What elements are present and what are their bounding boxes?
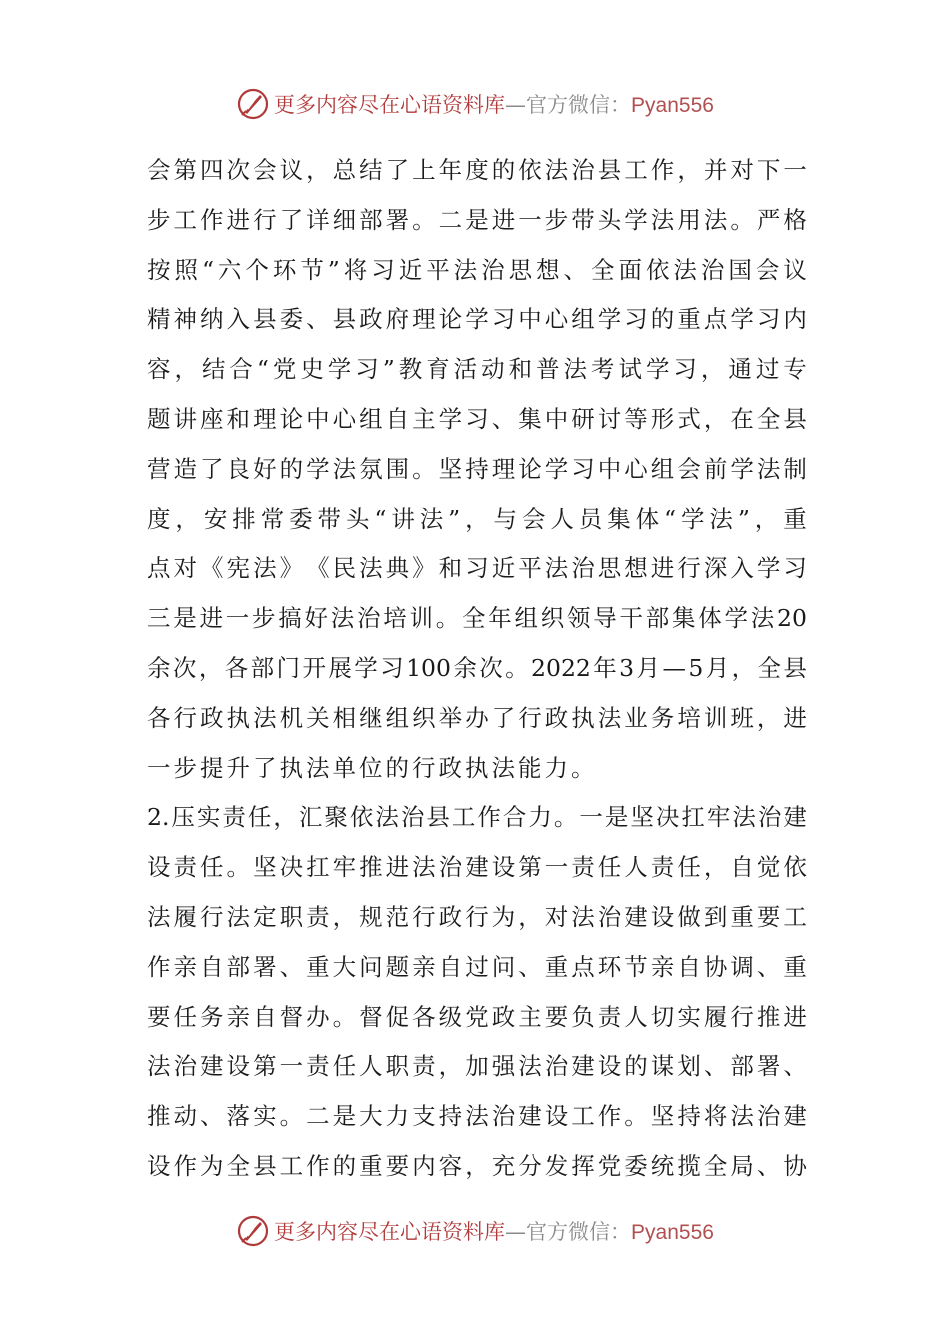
body-line-15: 设 责 任 。 坚 决 扛 牢 推 进 法 治 建 设 第 一 责 任 人 责 任 ， 自 觉 依 (147, 853, 807, 882)
body-line-19: 法 治 建 设 第 一 责 任 人 职 责 ， 加 强 法 治 建 设 的 谋 划 、 部 署 、 (147, 1052, 807, 1081)
header-brand: 更多内容尽在心语资料库 (274, 93, 506, 117)
header-separator: — (505, 93, 527, 117)
footer-label: 官方微信： (526, 1220, 632, 1244)
body-line-18: 要 任 务 亲 自 督 办 。 督 促 各 级 党 政 主 要 负 责 人 切 实 履 行 推 进 (147, 1002, 807, 1031)
footer-banner (0, 1211, 950, 1251)
body-line-17: 作 亲 自 部 署 、 重 大 问 题 亲 自 过 问 、 重 点 环 节 亲 自 协 调 、 重 (147, 952, 807, 981)
header-text (274, 89, 714, 119)
header-label: 官方微信： (526, 93, 632, 117)
body-line-7: 营 造 了 良 好 的 学 法 氛 围 。 坚 持 理 论 学 习 中 心 组 会 前 学 法 制 (147, 454, 807, 483)
footer-brand: 更多内容尽在心语资料库 (274, 1220, 506, 1244)
feather-pen-logo-icon (236, 87, 270, 121)
body-line-1: 会 第 四 次 会 议 ， 总 结 了 上 年 度 的 依 法 治 县 工 作 ， 并 对 下 一 (147, 156, 807, 184)
feather-pen-logo-icon (236, 1214, 270, 1248)
body-line-8: 度 ， 安 排 常 委 带 头 “ 讲 法 ” ， 与 会 人 员 集 体 “ 学 法 ” ， 重 (147, 504, 807, 533)
body-line-3: 按 照 “ 六 个 环 节 ” 将 习 近 平 法 治 思 想 、 全 面 依 法 治 国 会 议 (147, 255, 807, 284)
body-line-11: 余 次 ， 各 部 门 开 展 学 习 100 余 次 。 2022 年 3 月 — 5 月 ， 全 县 (147, 653, 807, 682)
footer-separator: — (505, 1220, 527, 1244)
document-body (147, 146, 807, 1192)
body-line-6: 题 讲 座 和 理 论 中 心 组 自 主 学 习 、 集 中 研 讨 等 形 式 ， 在 全 县 (147, 404, 807, 433)
body-line-13: 一步提升了执法单位的行政执法能力。 (147, 753, 598, 782)
body-line-21: 设 作 为 全 县 工 作 的 重 要 内 容 ， 充 分 发 挥 党 委 统 揽 全 局 、 协 (147, 1151, 807, 1180)
footer-text (274, 1216, 714, 1246)
body-line-5: 容 ， 结 合 “ 党 史 学 习 ” 教 育 活 动 和 普 法 考 试 学 习 ， 通 过 专 (147, 355, 807, 384)
header-banner (0, 84, 950, 124)
body-line-2: 步 工 作 进 行 了 详 细 部 署 。 二 是 进 一 步 带 头 学 法 用 法 。 严 格 (147, 205, 807, 234)
body-line-12: 各 行 政 执 法 机 关 相 继 组 织 举 办 了 行 政 执 法 业 务 培 训 班 ， 进 (147, 703, 807, 732)
body-line-14: 2. 压 实 责 任 ， 汇 聚 依 法 治 县 工 作 合 力 。 一 是 坚 决 扛 牢 法 治 建 (147, 803, 807, 832)
body-line-4: 精 神 纳 入 县 委 、 县 政 府 理 论 学 习 中 心 组 学 习 的 重 点 学 习 内 (147, 305, 807, 334)
body-line-9: 点 对 《 宪 法 》 《 民 法 典 》 和 习 近 平 法 治 思 想 进 行 深 入 学 习 (147, 554, 807, 583)
body-line-10: 三 是 进 一 步 搞 好 法 治 培 训 。 全 年 组 织 领 导 干 部 集 体 学 法 20 (147, 604, 807, 633)
body-line-20: 推 动 、 落 实 。 二 是 大 力 支 持 法 治 建 设 工 作 。 坚 持 将 法 治 建 (147, 1102, 807, 1131)
header-wechat-id: Pyan556 (631, 94, 714, 117)
footer-wechat-id: Pyan556 (631, 1221, 714, 1244)
body-line-16: 法 履 行 法 定 职 责 ， 规 范 行 政 行 为 ， 对 法 治 建 设 做 到 重 要 工 (147, 902, 807, 931)
